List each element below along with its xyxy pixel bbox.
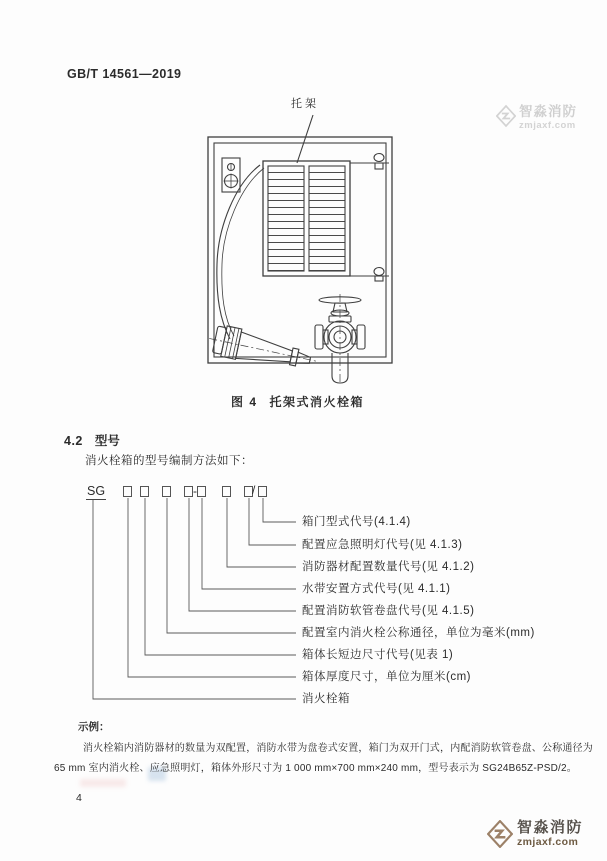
model-label-door-type: 箱门型式代号(4.1.4): [302, 516, 411, 528]
example-text-line2: 65 mm 室内消火栓、应急照明灯，箱体外形尺寸为 1 000 mm×700 mm×240 mm，型号表示为 SG24B65Z-PSD/2。: [54, 763, 577, 774]
brand-name: 智淼消防: [517, 819, 584, 836]
model-label-box-thickness: 箱体厚度尺寸，单位为厘米(cm): [302, 671, 471, 683]
brand-logo: [487, 819, 583, 848]
model-box-1: [123, 486, 132, 497]
brand-diamond-icon: [496, 104, 516, 128]
section-title: 型号: [94, 434, 120, 448]
model-box-6: [222, 486, 231, 497]
section-heading: [64, 431, 120, 449]
hydrant-box-diagram: [190, 92, 405, 392]
watermark-top: [496, 104, 577, 131]
section-number: 4.2: [64, 434, 83, 448]
model-box-2: [140, 486, 149, 497]
model-label-hose-reel: 配置消防软管卷盘代号(见 4.1.5): [302, 605, 475, 617]
scan-smudge: [80, 779, 126, 787]
model-label-box-side-size: 箱体长短边尺寸代号(见表 1): [302, 649, 454, 661]
model-box-5: [197, 486, 206, 497]
page-number: 4: [76, 792, 82, 804]
model-prefix: SG: [87, 484, 106, 498]
figure-part-label: 托架: [291, 98, 319, 110]
model-label-hose-placement: 水带安置方式代号(见 4.1.1): [302, 583, 451, 595]
model-box-3: [162, 486, 171, 497]
standard-number: GB/T 14561—2019: [67, 67, 182, 81]
figure-caption-number: 图 4: [230, 395, 258, 409]
figure-caption-title: 托架式消火栓箱: [269, 395, 365, 409]
model-label-hydrant-diameter: 配置室内消火栓公称通径，单位为毫米(mm): [302, 627, 535, 639]
model-intro-text: 消火栓箱的型号编制方法如下：: [85, 455, 253, 467]
model-box-8: [258, 486, 267, 497]
figure-hydrant-box: [190, 92, 405, 392]
brand-site: zmjaxf.com: [517, 836, 579, 848]
watermark-brand: 智淼消防: [519, 104, 577, 119]
example-text-line1: 消火栓箱内消防器材的数量为双配置，消防水带为盘卷式安置，箱门为双开门式，内配消防软管卷盘、公称通径为: [83, 743, 593, 754]
example-heading: 示例：: [78, 721, 110, 733]
watermark-site: zmjaxf.com: [519, 120, 576, 131]
model-hyphen: -: [193, 484, 197, 498]
model-box-4: [184, 486, 193, 497]
brand-diamond-icon: [487, 820, 513, 848]
model-label-hydrant-box: 消火栓箱: [302, 693, 350, 705]
model-label-equipment-qty: 消防器材配置数量代号(见 4.1.2): [302, 561, 475, 573]
figure-caption: [190, 393, 405, 410]
model-slash: /: [252, 483, 256, 497]
model-label-emergency-light: 配置应急照明灯代号(见 4.1.3): [302, 539, 463, 551]
